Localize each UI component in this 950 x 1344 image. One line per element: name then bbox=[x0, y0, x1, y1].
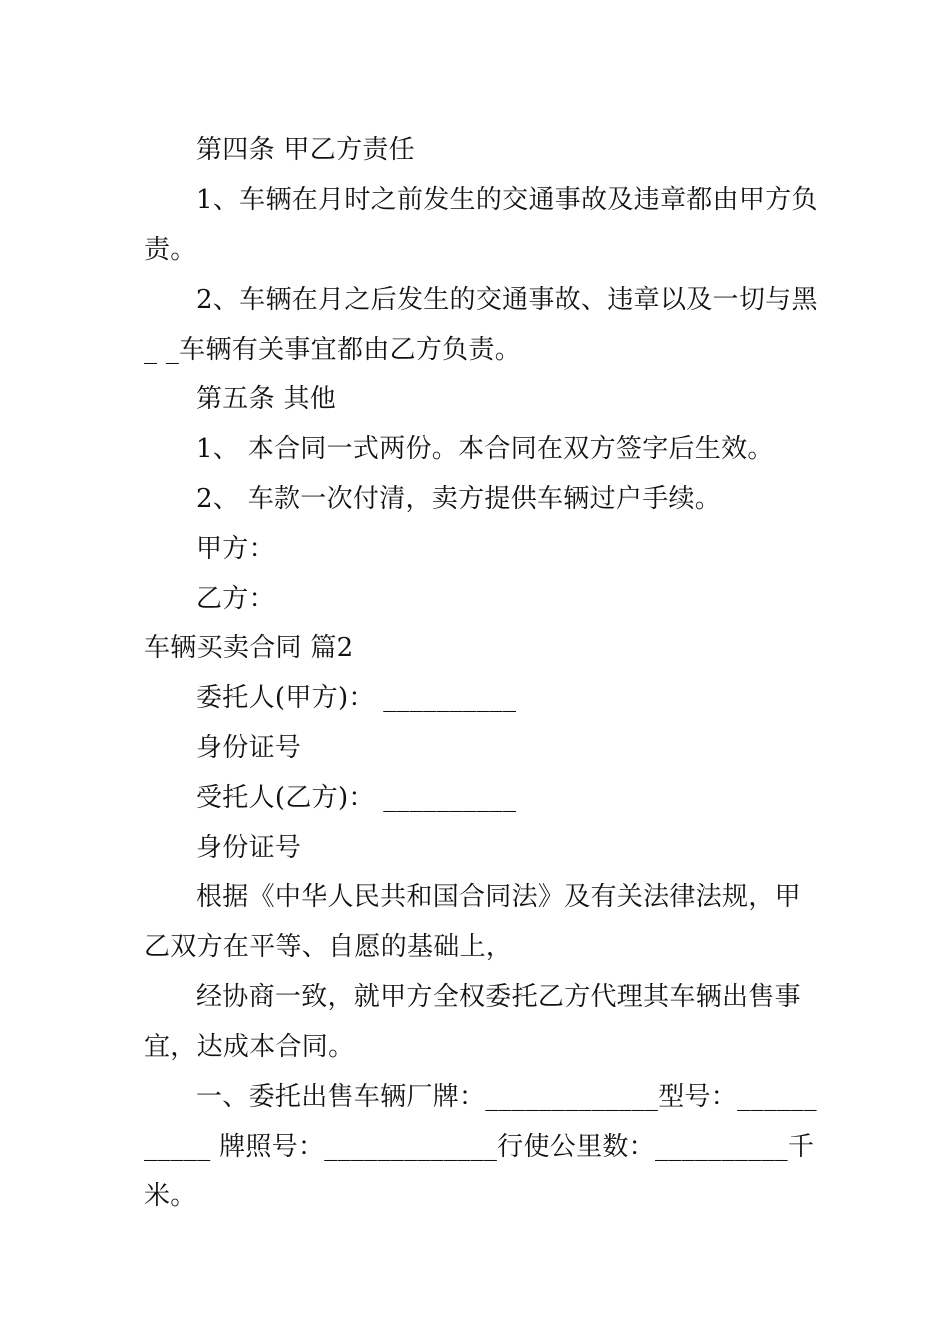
paragraph-line: 宜，达成本合同。 bbox=[144, 1032, 355, 1062]
party-b-signature: 乙方： bbox=[196, 584, 275, 614]
agent-field: 受托人(乙方)： __________ bbox=[196, 783, 517, 813]
id-number-label: 身份证号 bbox=[196, 833, 302, 863]
principal-field: 委托人(甲方)： __________ bbox=[196, 683, 517, 713]
paragraph-line: 责。 bbox=[144, 235, 197, 265]
paragraph-line: 根据《中华人民共和国合同法》及有关法律法规，甲 bbox=[196, 882, 801, 912]
paragraph-line: _ _车辆有关事宜都由乙方负责。 bbox=[144, 335, 522, 365]
id-number-label: 身份证号 bbox=[196, 733, 302, 763]
paragraph-line: 1、 本合同一式两份。本合同在双方签字后生效。 bbox=[196, 434, 774, 464]
vehicle-info-line: 一、委托出售车辆厂牌：_____________型号：______ bbox=[196, 1082, 817, 1112]
article-4-heading: 第四条 甲乙方责任 bbox=[196, 135, 415, 165]
party-a-signature: 甲方： bbox=[196, 534, 275, 564]
vehicle-info-line: _____ 牌照号：_____________行使公里数：__________千 bbox=[144, 1132, 815, 1162]
article-5-heading: 第五条 其他 bbox=[196, 384, 337, 414]
vehicle-info-line: 米。 bbox=[144, 1181, 197, 1211]
paragraph-line: 经协商一致，就甲方全权委托乙方代理其车辆出售事 bbox=[196, 982, 801, 1012]
paragraph-line: 乙双方在平等、自愿的基础上， bbox=[144, 932, 513, 962]
paragraph-line: 2、车辆在月之后发生的交通事故、违章以及一切与黑 bbox=[196, 285, 818, 315]
paragraph-line: 1、车辆在月时之前发生的交通事故及违章都由甲方负 bbox=[196, 185, 818, 215]
section-title: 车辆买卖合同 篇2 bbox=[144, 633, 354, 663]
paragraph-line: 2、 车款一次付清，卖方提供车辆过户手续。 bbox=[196, 484, 722, 514]
